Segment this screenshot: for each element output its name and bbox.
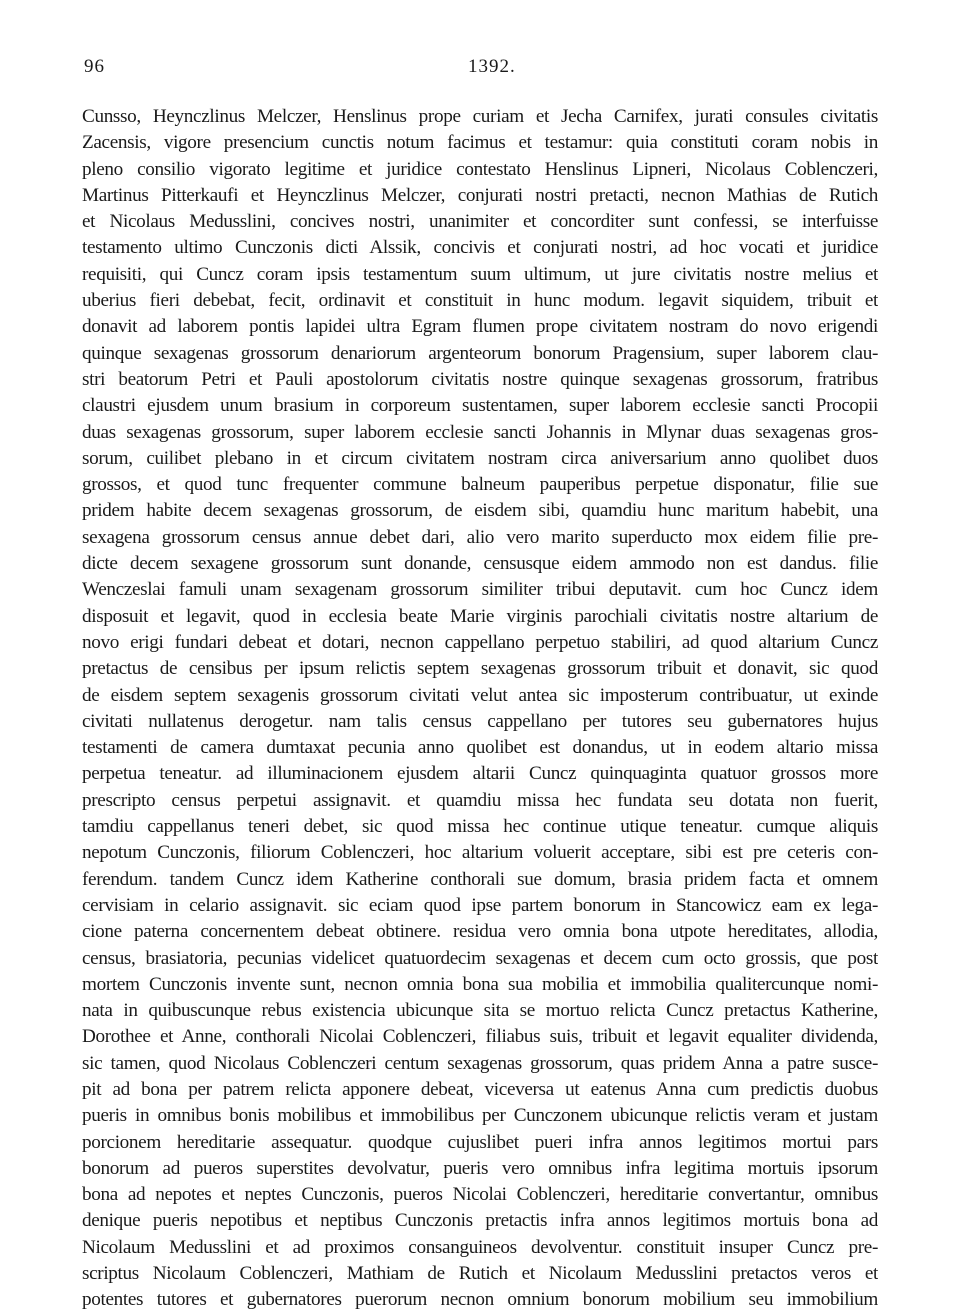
- page-number: 96: [84, 56, 105, 77]
- text-line: sorum, cuilibet plebano in et circum civitatem nostram circa aniversarium anno quolibet duos: [82, 447, 878, 469]
- text-line: Wenczeslai famuli unam sexagenam grossorum similiter tribui deputavit. cum hoc Cuncz idem: [82, 579, 878, 601]
- text-line: Martinus Pitterkaufi et Heynczlinus Melczer, conjurati nostri pretacti, necnon Mathias de Rutich: [82, 184, 878, 206]
- text-line: census, brasiatoria, pecunias videlicet quatuordecim sexagenas et decem cum octo grossis, que post: [82, 947, 878, 969]
- text-line: porcionem hereditarie assequatur. quodque cujuslibet pueri infra annos legitimos mortui pars: [82, 1131, 878, 1153]
- text-line: pleno consilio vigorato legitime et juridice contestato Henslinus Lipneri, Nicolaus Coblenczeri,: [82, 158, 878, 180]
- text-line: prescripto census perpetui assignavit. et quamdiu missa hec fundata seu dotata non fuerit,: [82, 789, 878, 811]
- text-line: pit ad bona per patrem relicta apponere debeat, viceversa ut eatenus Anna cum predictis duobus: [82, 1078, 878, 1100]
- text-line: perpetua teneatur. ad illuminacionem ejusdem altarii Cuncz quinquaginta quatuor grossos more: [82, 763, 878, 785]
- text-line: pridem habite decem sexagenas grossorum, de eisdem sibi, quamdiu hunc maritum habebit, una: [82, 500, 878, 522]
- text-line: de eisdem septem sexagenis grossorum civitati velut antea sic imposterum contribuatur, ut exinde: [82, 684, 878, 706]
- body-text: [82, 104, 878, 1314]
- text-line: potentes tutores et gubernatores puerorum necnon omnium bonorum mobilium seu immobilium: [82, 1289, 878, 1311]
- text-line: sexagena grossorum census annue debet dari, alio vero marito superducto mox eidem filie pre-: [82, 526, 878, 548]
- running-head-year: 1392.: [468, 56, 516, 77]
- text-line: mortem Cunczonis invente sunt, necnon omnia bona sua mobilia et immobilia qualitercunque nomi-: [82, 973, 878, 995]
- text-line: pueris in omnibus bonis mobilibus et immobilibus per Cunczonem ubicunque relictis veram et justam: [82, 1105, 878, 1127]
- text-line: cervisiam in celario assignavit. sic eciam quod ipse partem bonorum in Stancowicz eam ex lega-: [82, 894, 878, 916]
- text-line: duas sexagenas grossorum, super laborem ecclesie sancti Johannis in Mlynar duas sexagenas gros-: [82, 421, 878, 443]
- text-line: sic tamen, quod Nicolaus Coblenczeri centum sexagenas grossorum, quas pridem Anna a patre susce-: [82, 1052, 878, 1074]
- text-line: quinque sexagenas grossorum denariorum argenteorum bonorum Pragensium, super laborem clau-: [82, 342, 878, 364]
- text-line: pretactus de censibus per ipsum relictis septem sexagenas grossorum tribuit et donavit, sic quod: [82, 658, 878, 680]
- text-line: claustri ejusdem unum brasium in corporeum sustentamen, super laborem ecclesie sancti Procopii: [82, 395, 878, 417]
- text-line: donavit ad laborem pontis lapidei ultra Egram flumen prope civitatem nostram do novo erigendi: [82, 316, 878, 338]
- text-line: nepotum Cunczonis, filiorum Coblenczeri, hoc altarium voluerit acceptare, sibi est pre ceteris con-: [82, 842, 878, 864]
- text-line: testamento ultimo Cunczonis dicti Alssik, concivis et conjurati nostri, ad hoc vocati et juridice: [82, 237, 878, 259]
- text-line: uberius fieri debebat, fecit, ordinavit et constituit in hunc modum. legavit siquidem, tribuit et: [82, 290, 878, 312]
- text-line: scriptus Nicolaum Coblenczeri, Mathiam de Rutich et Nicolaum Medusslini pretactos veros et: [82, 1263, 878, 1285]
- text-line: Cunsso, Heynczlinus Melczer, Henslinus prope curiam et Jecha Carnifex, jurati consules civitatis: [82, 106, 878, 127]
- text-line: grossos, et quod tunc frequenter commune balneum pauperibus perpetue disponatur, filie sue: [82, 474, 878, 496]
- text-line: Dorothee et Anne, conthorali Nicolai Coblenczeri, filiabus suis, tribuit et legavit equaliter dividenda,: [82, 1026, 878, 1048]
- text-line: Zacensis, vigore presencium cunctis notum facimus et testamur: quia constituti coram nobis in: [82, 132, 878, 154]
- document-page: [82, 52, 878, 1314]
- text-line: denique pueris nepotibus et neptibus Cunczonis pretactis infra annos legitimos mortuis bona ad: [82, 1210, 878, 1232]
- text-line: requisiti, qui Cuncz coram ipsis testamentum suum ultimum, ut jure civitatis nostre melius et: [82, 263, 878, 285]
- text-line: cione paterna concernentem debeat obtinere. residua vero omnia bona utpote hereditates, allodia,: [82, 921, 878, 943]
- text-line: et Nicolaus Medusslini, concives nostri, unanimiter et concorditer sunt confessi, se interfuisse: [82, 211, 878, 233]
- text-line: bonorum ad pueros superstites devolvatur, pueris vero omnibus infra legitima mortuis ipsorum: [82, 1157, 878, 1179]
- text-line: civitati nullatenus derogetur. nam talis census cappellano per tutores seu gubernatores hujus: [82, 710, 878, 732]
- text-line: disposuit et legavit, quod in ecclesia beate Marie virginis parochiali civitatis nostre altarium de: [82, 605, 878, 627]
- text-line: stri beatorum Petri et Pauli apostolorum civitatis nostre quinque sexagenas grossorum, fratribus: [82, 368, 878, 390]
- running-header: [82, 52, 878, 82]
- text-line: bona ad nepotes et neptes Cunczonis, pueros Nicolai Coblenczeri, hereditarie convertantur, omnibus: [82, 1184, 878, 1206]
- text-line: dicte decem sexagene grossorum sunt donande, censusque eidem ammodo non est dandus. filie: [82, 553, 878, 575]
- text-line: novo erigi fundari debeat et dotari, necnon cappellano perpetuo stabiliri, ad quod altarium Cuncz: [82, 631, 878, 653]
- text-line: ferendum. tandem Cuncz idem Katherine conthorali sue domum, brasia pridem facta et omnem: [82, 868, 878, 890]
- text-line: Nicolaum Medusslini et ad proximos consanguineos devolventur. constituit insuper Cuncz pre-: [82, 1236, 878, 1258]
- text-line: tamdiu cappellanus teneri debet, sic quod missa hec continue utique teneatur. cumque aliquis: [82, 816, 878, 838]
- text-line: nata in quibuscunque rebus existencia ubicunque sita se mortuo relicta Cuncz pretactus Katherine,: [82, 1000, 878, 1022]
- text-line: testamenti de camera dumtaxat pecunia anno quolibet est donandus, ut in eodem altario missa: [82, 737, 878, 759]
